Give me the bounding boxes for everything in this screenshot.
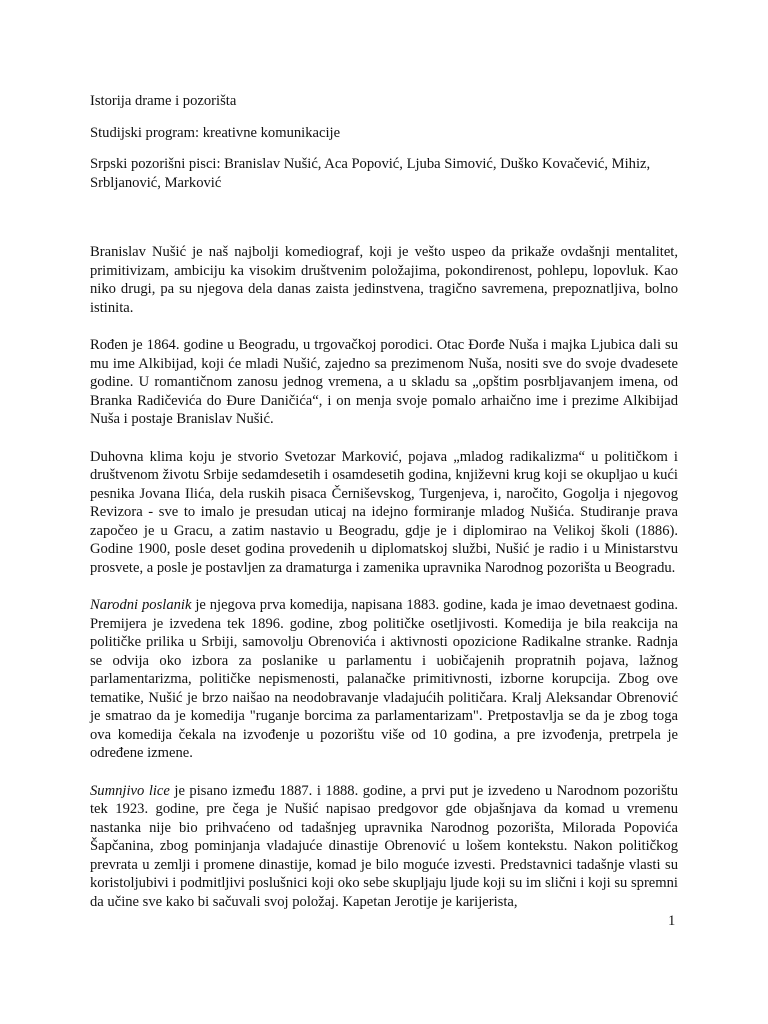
paragraph-sumnjivo-lice (90, 782, 678, 912)
work-title-narodni-poslanik: Narodni poslanik (90, 597, 192, 613)
paragraph-narodni-poslanik-text: je njegova prva komedija, napisana 1883. godine, kada je imao devetnaest godina. Premijera je izvedena tek 1896. godine, zbog političke osetljivosti. Komedija je bila reakcija na političke prilika u Srbiji, samovolju Obrenovića i aktivnosti opozicione Radikalne stranke. Radnja se odvija oko izbora za poslanike u parlamentu i uobičajenih propratnih pojava, lažnog parlamentarizma, političke nepismenosti, palanačke primitivnosti, izborne korupcija. Zbog ove tematike, Nušić je brzo naišao na neodobravanje vladajućih političara. Kralj Aleksandar Obrenović je smatrao da je komedija "ruganje borcima za parlamentarizam". Pretpostavlja se da je zbog toga ova komedija čekala na izvođenje u pozorištu više od 10 godina, a pre izvođenja, pretrpela je određene izmene. (90, 597, 679, 761)
paragraph-sumnjivo-lice-text: je pisano između 1887. i 1888. godine, a prvi put je izvedeno u Narodnom pozorištu tek 1923. godine, pre čega je Nušić napisao predgovor gde objašnjava da komad u vremenu nastanka nije bio prihvaćeno od tadašnjeg upravnika Narodnog pozorišta, Milorada Popovića Šapčanina, zbog pominjanja vladajuće dinastije Obrenović u lošem kontekstu. Nakon političkog prevrata u zemlji i promene dinastije, komad je bilo moguće izvesti. Predstavnici tadašnje vlasti su koristoljubivi i podmitljivi poslušnici koji oko sebe skupljaju ljude koji su im slični i koji su spremni da učine sve kako bi sačuvali svoj položaj. Kapetan Jerotije je karijerista, (90, 782, 678, 910)
writers-list: Srpski pozorišni pisci: Branislav Nušić, Aca Popović, Ljuba Simović, Duško Kovačević, Mihiz, Srbljanović, Marković (90, 156, 651, 191)
document-header (90, 92, 678, 192)
work-title-sumnjivo-lice: Sumnjivo lice (90, 782, 170, 799)
paragraph-intro: Branislav Nušić je naš najbolji komediograf, koji je vešto uspeo da prikaže ovdašnji mentalitet, primitivizam, ambiciju ka visokim društvenim položajima, pokondirenost, pohlepu, lopovluk. Kao niko drugi, pa su njegova dela danas zaista jedinstvena, tragično savremena, prepoznatljiva, bolno istinita. (90, 244, 678, 316)
paragraph-birth: Rođen je 1864. godine u Beogradu, u trgovačkoj porodici. Otac Đorđe Nuša i majka Ljubica dali su mu ime Alkibijad, koji će mladi Nušić, zajedno sa prezimenom Nuša, nositi sve do svoje dvadesete godine. U romantičnom zanosu jednog vremena, a u skladu sa „opštim posrbljavanjem imena, od Branka Radičevića do Đure Daničića“, i on menja svoje pomalo arhaično ime i prezime Alkibijad Nuša i postaje Branislav Nušić. (90, 337, 678, 427)
paragraph-education: Duhovna klima koju je stvorio Svetozar Marković, pojava „mladog radikalizma“ u političkom i društvenom životu Srbije sedamdesetih i osamdesetih godina, književni krug koji se okupljao u kući pesnika Jovana Ilića, dela ruskih pisaca Černiševskog, Turgenjeva, i, naročito, Gogolja i njegovog Revizora - sve to imalo je presudan uticaj na idejno formiranje mladog Nušića. Studiranje prava započeo je u Gracu, a zatim nastavio u Beogradu, gdje je i diplomirao na Velikoj školi (1886). Godine 1900, posle deset godina provedenih u diplomatskoj službi, Nušić je radio i u Ministarstvu prosvete, a posle je postavljen za dramaturga i zamenika upravnika Narodnog pozorišta u Beogradu. (90, 448, 678, 576)
document-body (90, 92, 678, 911)
study-program: Studijski program: kreativne komunikacije (90, 124, 341, 141)
paragraph-narodni-poslanik (90, 596, 678, 763)
page-number: 1 (668, 913, 676, 929)
course-title: Istorija drame i pozorišta (90, 93, 237, 109)
